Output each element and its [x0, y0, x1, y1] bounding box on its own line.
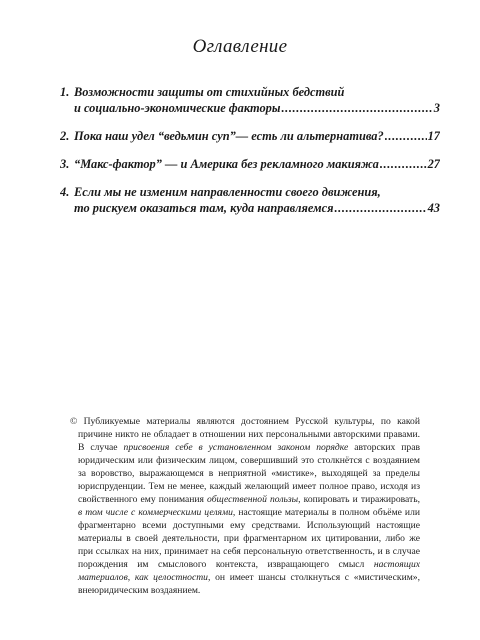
toc-entry-text: и социально-экономические факторы: [74, 101, 281, 115]
toc-entry-number: 1.: [60, 85, 70, 99]
toc-entry-text: “Макс-фактор” — и Америка без рекламного макияжа: [74, 157, 379, 171]
toc-entry-line: [60, 184, 440, 200]
toc-entry-3[interactable]: [60, 156, 440, 172]
copyright-text: авторских прав юридическим или физическим лицом, совершивший это столкнётся с воздаянием за воровство, выражающемся в неприятной «мистике», выходящей за пределы юриспруденции. Тем не менее, каждый желающий имеет полное право, исходя из свойственного ему понимания: [78, 442, 421, 505]
copyright-emphasis: в том числе с коммерческими целями: [78, 507, 233, 518]
copyright-text: , копировать и тиражировать,: [298, 494, 420, 505]
copyright-paragraph: [70, 415, 420, 597]
toc-entry-number: 2.: [60, 129, 70, 143]
toc-title: Оглавление: [192, 36, 288, 57]
toc-leader-dots: [334, 200, 426, 216]
toc-page-number: 17: [427, 129, 440, 143]
copyright-text: © Публикуемые материалы являются достоянием Русской культуры, по какой причине никто не обладает в отношении них персональными авторскими правами. В случае: [70, 416, 420, 453]
toc-leader-dots: [281, 100, 432, 116]
toc-entry-line: [60, 156, 440, 172]
toc-page-number: 3: [433, 101, 440, 115]
toc-leader-dots: [380, 156, 427, 172]
copyright-emphasis: общественной пользы: [207, 494, 299, 505]
copyright-emphasis: настоящих материалов, как целостности: [78, 559, 420, 583]
toc-entry-line: [60, 100, 440, 116]
table-of-contents: [60, 84, 440, 228]
toc-entry-1[interactable]: [60, 84, 440, 116]
toc-entry-text: Пока наш удел “ведьмин суп”— есть ли альтернатива?: [74, 129, 384, 143]
toc-entry-line: [60, 128, 440, 144]
toc-entry-2[interactable]: [60, 128, 440, 144]
toc-entry-text: то рискуем оказаться там, куда направляемся: [74, 201, 334, 215]
toc-page-number: 27: [427, 157, 440, 171]
toc-entry-number: 3.: [60, 157, 70, 171]
copyright-emphasis: присвоения себе в установленном законом порядке: [123, 442, 349, 453]
toc-page-number: 43: [427, 201, 440, 215]
toc-entry-text: Если мы не изменим направленности своего движения,: [74, 185, 381, 199]
toc-entry-4[interactable]: [60, 184, 440, 216]
toc-entry-number: 4.: [60, 185, 70, 199]
toc-leader-dots: [385, 128, 427, 144]
copyright-text: , он имеет шансы столкнуться с «мистическим», внеюридическим воздаянием.: [78, 572, 420, 596]
copyright-text: , настоящие материалы в полном объёме или фрагментарно всеми доступными ему средствами. Использующий настоящие материалы в своей деятельности, при фрагментарном их цитировании, либо же при ссылках на них, принимает на себя персональную ответственность, и в случае порождения им смыслового контекста, извращающего смысл: [78, 507, 420, 570]
toc-entry-text: Возможности защиты от стихийных бедствий: [74, 85, 345, 99]
toc-entry-line: [60, 200, 440, 216]
toc-entry-line: [60, 84, 440, 100]
copyright-notice: [70, 415, 420, 597]
